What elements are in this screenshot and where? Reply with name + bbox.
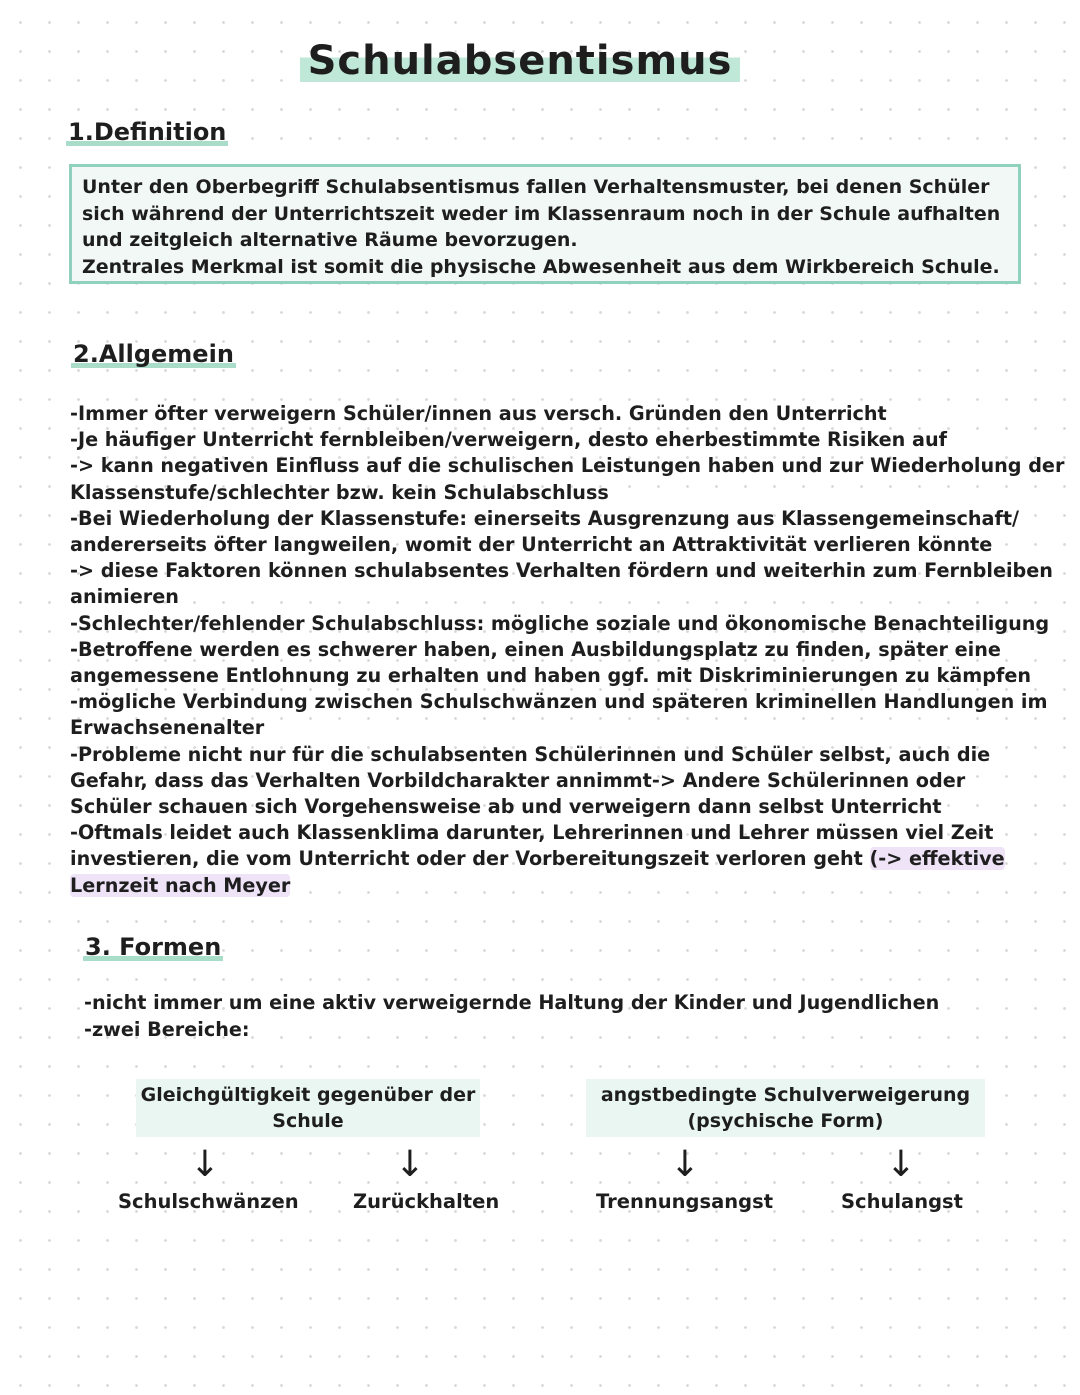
allgemein-line: Erwachsenenalter — [70, 716, 265, 740]
allgemein-line: Gefahr, dass das Verhalten Vorbildcharakter annimmt-> Andere Schülerinnen oder — [70, 768, 966, 792]
form-leaf-trennungsangst: Trennungsangst — [596, 1190, 774, 1213]
allgemein-line: -Probleme nicht nur für die schulabsenten Schülerinnen und Schüler selbst, auch die — [70, 742, 991, 766]
definition-heading — [66, 118, 228, 146]
form-box-gleichgueltigkeit — [136, 1079, 480, 1137]
definition-line: Unter den Oberbegriff Schulabsentismus fallen Verhaltensmuster, bei denen Schüler — [82, 176, 990, 198]
form-leaf-zurueckhalten: Zurückhalten — [353, 1190, 500, 1213]
definition-box — [69, 164, 1021, 284]
allgemein-line: angemessene Entlohnung zu erhalten und haben ggf. mit Diskriminierungen zu kämpfen — [70, 664, 1031, 688]
form-box-line: (psychische Form) — [687, 1110, 884, 1132]
allgemein-line: -Immer öfter verweigern Schüler/innen aus versch. Gründen den Unterricht — [70, 402, 887, 425]
allgemein-heading-text: 2.Allgemein — [73, 340, 234, 368]
form-box-angstbedingt — [586, 1079, 985, 1137]
formen-line: -zwei Bereiche: — [84, 1017, 250, 1041]
allgemein-line-meyer — [70, 873, 1060, 899]
page-title — [0, 38, 1040, 84]
formen-heading — [83, 933, 223, 961]
definition-heading-text: 1.Definition — [68, 118, 227, 146]
allgemein-line: -> kann negativen Einfluss auf die schulischen Leistungen haben und zur Wiederholung der — [70, 454, 1065, 478]
allgemein-heading — [71, 340, 236, 368]
allgemein-line: animieren — [70, 585, 179, 609]
form-box-line: Gleichgültigkeit gegenüber der — [140, 1084, 476, 1106]
allgemein-line: -Bei Wiederholung der Klassenstufe: einerseits Ausgrenzung aus Klassengemeinschaft/ — [70, 506, 1019, 530]
allgemein-line: andererseits öfter langweilen, womit der Unterricht an Attraktivität verlieren könnte — [70, 533, 993, 557]
definition-line: Zentrales Merkmal ist somit die physische Abwesenheit aus dem Wirkbereich Schule. — [82, 255, 1000, 278]
allgemein-last-plain: investieren, die vom Unterricht oder der Vorbereitungszeit verloren geht — [70, 847, 870, 871]
definition-line: und zeitgleich alternative Räume bevorzugen. — [82, 229, 578, 251]
down-arrow-icon: ↓ — [394, 1144, 426, 1185]
allgemein-line: Klassenstufe/schlechter bzw. kein Schulabschluss — [70, 480, 609, 504]
allgemein-line: -Schlechter/fehlender Schulabschluss: mögliche soziale und ökonomische Benachteiligung — [70, 611, 1050, 635]
down-arrow-icon: ↓ — [189, 1144, 221, 1185]
formen-line: -nicht immer um eine aktiv verweigernde Haltung der Kinder und Jugendlichen — [84, 991, 940, 1014]
form-leaf-schulschwaenzen: Schulschwänzen — [118, 1190, 299, 1213]
allgemein-line: -mögliche Verbindung zwischen Schulschwänzen und späteren kriminellen Handlungen im — [70, 690, 1048, 714]
meyer-highlight-part1: (-> effektive — [869, 847, 1005, 871]
down-arrow-icon: ↓ — [669, 1144, 701, 1185]
allgemein-line: Schüler schauen sich Vorgehensweise ab und verweigern dann selbst Unterricht — [70, 795, 942, 819]
form-box-line: angstbedingte Schulverweigerung — [600, 1084, 971, 1106]
formen-heading-text: 3. Formen — [85, 933, 222, 961]
form-leaf-schulangst: Schulangst — [841, 1190, 963, 1213]
allgemein-line: -Je häufiger Unterricht fernbleiben/verweigern, desto eherbestimmte Risiken auf — [70, 428, 947, 452]
form-box-line: Schule — [272, 1110, 344, 1132]
down-arrow-icon: ↓ — [885, 1144, 917, 1185]
allgemein-line-last — [70, 846, 1060, 872]
allgemein-line: -> diese Faktoren können schulabsentes Verhalten fördern und weiterhin zum Fernbleiben — [70, 559, 1053, 583]
formen-text — [84, 990, 984, 1043]
allgemein-line: -Oftmals leidet auch Klassenklima darunter, Lehrerinnen und Lehrer müssen viel Zeit — [70, 821, 994, 845]
definition-line: sich während der Unterrichtszeit weder im Klassenraum noch in der Schule aufhalten — [82, 202, 1001, 225]
allgemein-line: -Betroffene werden es schwerer haben, einen Ausbildungsplatz zu finden, später eine — [70, 637, 1001, 661]
meyer-highlight-part2: Lernzeit nach Meyer — [70, 873, 291, 897]
allgemein-text — [70, 401, 1065, 899]
page-title-text: Schulabsentismus — [300, 38, 741, 84]
